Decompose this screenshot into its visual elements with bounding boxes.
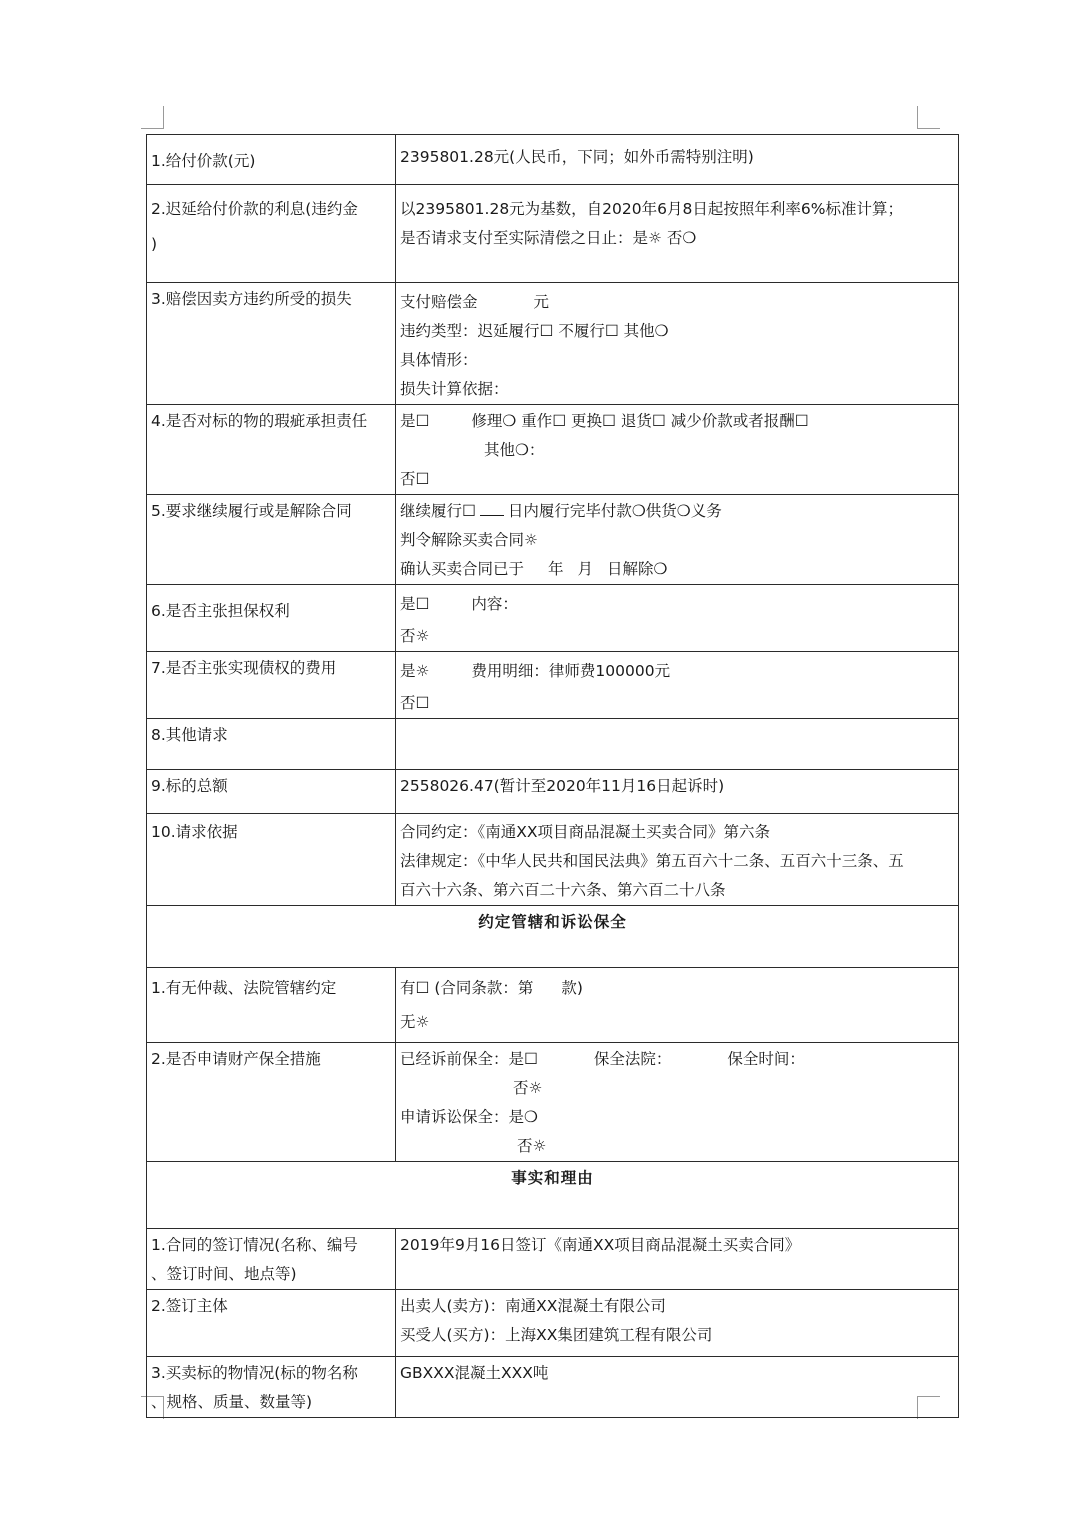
row-value: GBXXX混凝土XXX吨 (396, 1357, 959, 1418)
table-row (147, 585, 959, 652)
row-label: 7.是否主张实现债权的费用 (147, 652, 396, 719)
row-value: 是☐ 修理❍ 重作☐ 更换☐ 退货☐ 减少价款或者报酬☐ 其他❍： 否☐ (396, 405, 959, 495)
row-label: 9.标的总额 (147, 770, 396, 814)
table-row (147, 814, 959, 906)
row-label: 2.签订主体 (147, 1290, 396, 1357)
row-value: 已经诉前保全：是☐ 保全法院： 保全时间： 否☼ 申请诉讼保全：是❍ 否☼ (396, 1043, 959, 1162)
row-value: 合同约定：《南通XX项目商品混凝土买卖合同》第六条 法律规定：《中华人民共和国民法典》第五百六十二条、五百六十三条、五 百六十六条、第六百二十六条、第六百二十八条 (396, 814, 959, 906)
row-label: 10.请求依据 (147, 814, 396, 906)
section-header-row (147, 906, 959, 968)
section-header-row (147, 1162, 959, 1229)
row-value: 是☼ 费用明细：律师费100000元 否☐ (396, 652, 959, 719)
table-row (147, 968, 959, 1043)
row-label: 3.赔偿因卖方违约所受的损失 (147, 283, 396, 405)
row-label: 1.给付价款(元) (147, 135, 396, 185)
row-label: 6.是否主张担保权利 (147, 585, 396, 652)
complaint-form-table (146, 134, 959, 1418)
row-value: 2019年9月16日签订《南通XX项目商品混凝土买卖合同》 (396, 1229, 959, 1290)
row-label: 5.要求继续履行或是解除合同 (147, 495, 396, 585)
table-row (147, 1043, 959, 1162)
table-row (147, 1229, 959, 1290)
table-row (147, 652, 959, 719)
row-label: 1.有无仲裁、法院管辖约定 (147, 968, 396, 1043)
row-value: 有☐ (合同条款：第 款) 无☼ (396, 968, 959, 1043)
table-row (147, 283, 959, 405)
row-value: 2558026.47(暂计至2020年11月16日起诉时) (396, 770, 959, 814)
table-row (147, 185, 959, 283)
row-value (396, 719, 959, 770)
table-row (147, 770, 959, 814)
row-value: 是☐ 内容： 否☼ (396, 585, 959, 652)
table-row (147, 405, 959, 495)
row-label: 2.是否申请财产保全措施 (147, 1043, 396, 1162)
row-value: 支付赔偿金 元 违约类型：迟延履行☐ 不履行☐ 其他❍ 具体情形： 损失计算依据： (396, 283, 959, 405)
row-label: 8.其他请求 (147, 719, 396, 770)
row-label: 3.买卖标的物情况(标的物名称 、规格、质量、数量等) (147, 1357, 396, 1418)
section-title: 事实和理由 (147, 1162, 959, 1229)
table-row (147, 135, 959, 185)
row-label: 4.是否对标的物的瑕疵承担责任 (147, 405, 396, 495)
table-row (147, 1357, 959, 1418)
crop-mark-top-left (141, 106, 164, 129)
row-value: 2395801.28元(人民币，下同；如外币需特别注明) (396, 135, 959, 185)
table-row (147, 495, 959, 585)
table-row (147, 1290, 959, 1357)
crop-mark-top-right (917, 106, 940, 129)
table-row (147, 719, 959, 770)
row-value: 以2395801.28元为基数，自2020年6月8日起按照年利率6%标准计算； 是否请求支付至实际清偿之日止：是☼ 否❍ (396, 185, 959, 283)
row-value: 出卖人(卖方)：南通XX混凝土有限公司 买受人(买方)：上海XX集团建筑工程有限公司 (396, 1290, 959, 1357)
row-label: 2.迟延给付价款的利息(违约金 ) (147, 185, 396, 283)
row-label: 1.合同的签订情况(名称、编号 、签订时间、地点等) (147, 1229, 396, 1290)
row-value: 继续履行☐ 日内履行完毕付款❍供货❍义务 判令解除买卖合同☼ 确认买卖合同已于 年 月 日解除❍ (396, 495, 959, 585)
section-title: 约定管辖和诉讼保全 (147, 906, 959, 968)
